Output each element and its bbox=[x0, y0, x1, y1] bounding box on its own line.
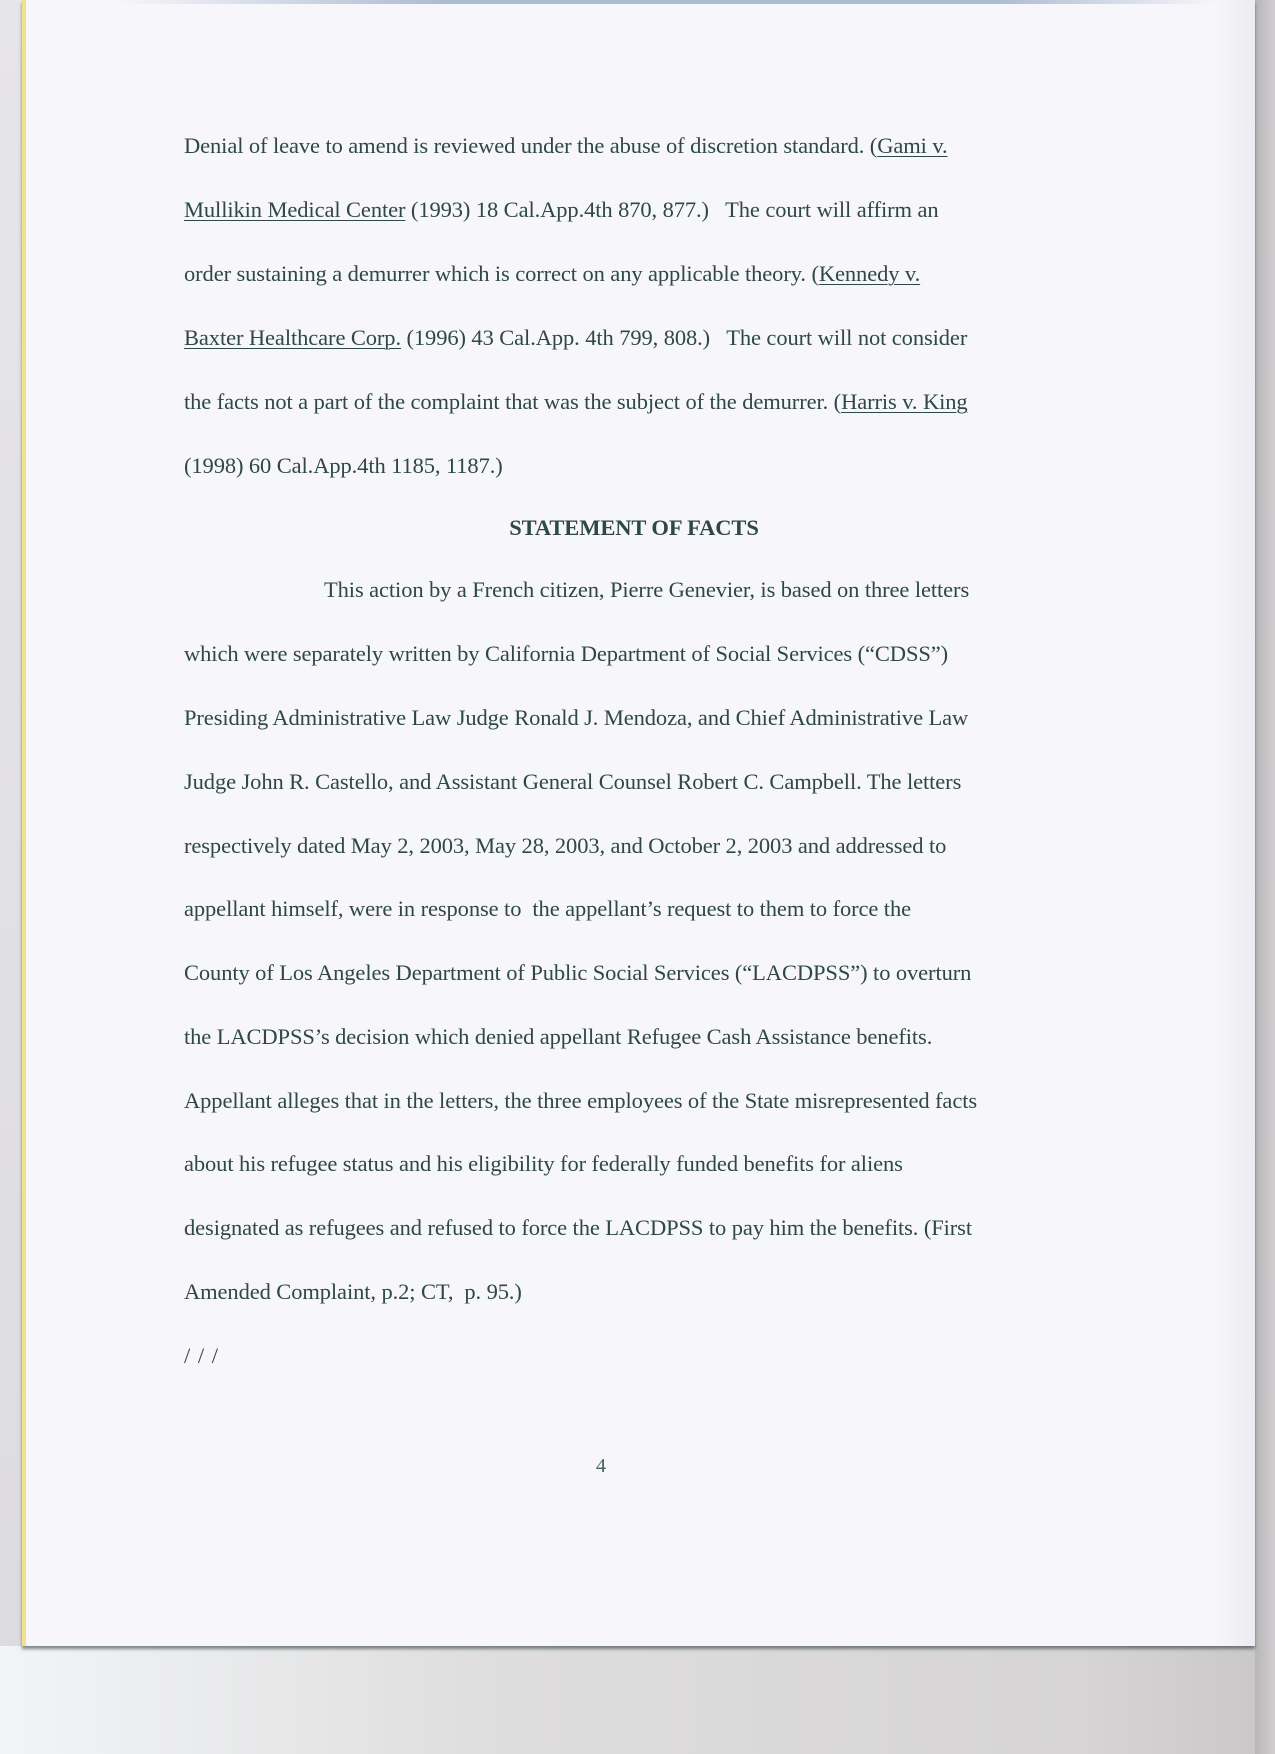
facts-line-10: about his refugee status and his eligibility for federally funded benefits for aliens bbox=[184, 1151, 903, 1176]
document-page bbox=[22, 0, 1255, 1646]
facts-line-11: designated as refugees and refused to force the LACDPSS to pay him the benefits. (First bbox=[184, 1215, 972, 1240]
intro-line-5 bbox=[184, 387, 968, 417]
intro-line-6 bbox=[184, 451, 503, 481]
facts-line-1: This action by a French citizen, Pierre Genevier, is based on three letters bbox=[324, 577, 970, 602]
intro-line-1 bbox=[184, 131, 948, 161]
facts-line-4: Judge John R. Castello, and Assistant General Counsel Robert C. Campbell. The letters bbox=[184, 769, 962, 794]
facts-line-2: which were separately written by California Department of Social Services (“CDSS”) bbox=[184, 641, 949, 666]
text-run: order sustaining a demurrer which is correct on any applicable theory. ( bbox=[184, 261, 819, 286]
text-run: (1993) 18 Cal.App.4th 870, 877.) The court will affirm an bbox=[405, 197, 939, 222]
text-run: the facts not a part of the complaint that was the subject of the demurrer. ( bbox=[184, 389, 842, 414]
facts-line-7: County of Los Angeles Department of Public Social Services (“LACDPSS”) to overturn bbox=[184, 960, 972, 985]
facts-line-12: Amended Complaint, p.2; CT, p. 95.) bbox=[184, 1279, 522, 1304]
text-run: (1998) 60 Cal.App.4th 1185, 1187.) bbox=[184, 453, 503, 478]
case-citation-harris: Harris v. King bbox=[841, 389, 968, 414]
page-number: 4 bbox=[596, 1455, 606, 1477]
continuation-marker: / / / bbox=[184, 1343, 220, 1368]
intro-line-3 bbox=[184, 259, 920, 289]
text-run: (1996) 43 Cal.App. 4th 799, 808.) The court will not consider bbox=[400, 325, 968, 350]
facts-line-8: the LACDPSS’s decision which denied appellant Refugee Cash Assistance benefits. bbox=[184, 1024, 933, 1049]
case-citation-mullikin: Mullikin Medical Center bbox=[184, 197, 406, 222]
scanner-background-right bbox=[1255, 0, 1275, 1754]
text-run: Denial of leave to amend is reviewed under the abuse of discretion standard. ( bbox=[184, 133, 878, 158]
facts-line-9: Appellant alleges that in the letters, the three employees of the State misrepresented facts bbox=[184, 1088, 978, 1113]
facts-line-5: respectively dated May 2, 2003, May 28, 2003, and October 2, 2003 and addressed to bbox=[184, 833, 947, 858]
case-citation-kennedy: Kennedy v. bbox=[818, 261, 921, 286]
case-citation-baxter: Baxter Healthcare Corp. bbox=[184, 325, 401, 350]
intro-line-4 bbox=[184, 323, 967, 353]
scanner-background bbox=[0, 1646, 1275, 1754]
section-heading: STATEMENT OF FACTS bbox=[509, 515, 759, 540]
intro-line-2 bbox=[184, 195, 938, 225]
facts-line-6: appellant himself, were in response to the appellant’s request to them to force the bbox=[184, 896, 911, 921]
facts-line-3: Presiding Administrative Law Judge Ronald J. Mendoza, and Chief Administrative Law bbox=[184, 705, 969, 730]
case-citation-gami: Gami v. bbox=[877, 133, 948, 158]
